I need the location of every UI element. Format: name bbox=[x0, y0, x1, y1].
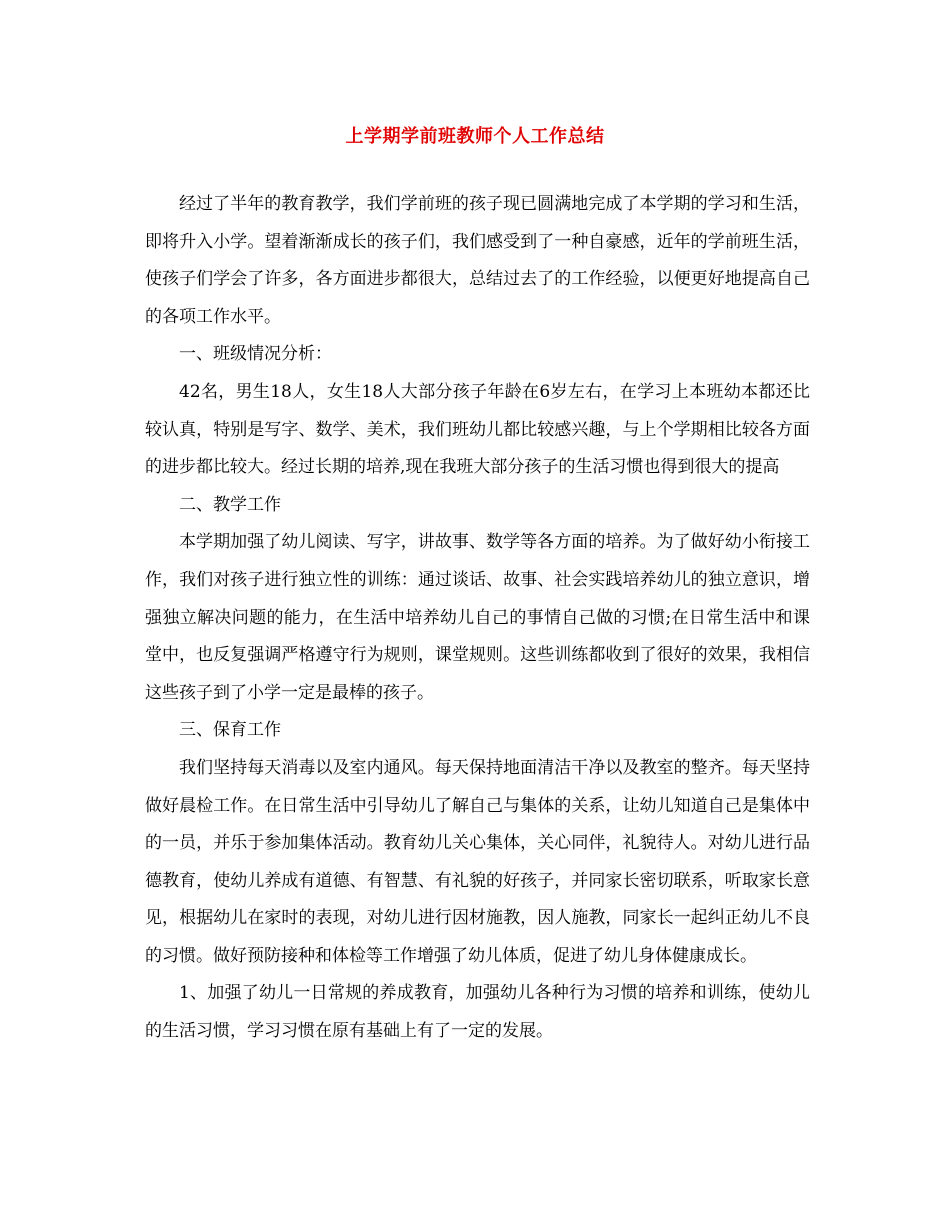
document-title: 上学期学前班教师个人工作总结 bbox=[345, 126, 605, 147]
paragraph-teaching-work: 本学期加强了幼儿阅读、写字，讲故事、数学等各方面的培养。为了做好幼小衔接工作，我们对孩子进行独立性的训练：通过谈话、故事、社会实践培养幼儿的独立意识，增强独立解决问题的能力，在生活中培养幼儿自己的事情自己做的习惯;在日常生活中和课堂中，也反复强调严格遵守行为规则，课堂规则。这些训练都收到了很好的效果，我相信这些孩子到了小学一定是最棒的孩子。 bbox=[145, 532, 810, 703]
paragraph-intro: 经过了半年的教育教学，我们学前班的孩子现已圆满地完成了本学期的学习和生活，即将升入小学。望着渐渐成长的孩子们，我们感受到了一种自豪感，近年的学前班生活，使孩子们学会了许多，各方面进步都很大，总结过去了的工作经验，以便更好地提高自己的各项工作水平。 bbox=[145, 194, 810, 327]
heading-care-work: 三、保育工作 bbox=[179, 720, 281, 741]
heading-class-analysis: 一、班级情况分析： bbox=[179, 344, 332, 365]
paragraph-item-1: 1、加强了幼儿一日常规的养成教育，加强幼儿各种行为习惯的培养和训练，使幼儿的生活习惯，学习习惯在原有基础上有了一定的发展。 bbox=[145, 983, 810, 1042]
document-body bbox=[145, 186, 810, 1051]
paragraph-class-analysis: 42名，男生18人，女生18人大部分孩子年龄在6岁左右，在学习上本班幼本都还比较认真，特别是写字、数学、美术，我们班幼儿都比较感兴趣，与上个学期相比较各方面的进步都比较大。经过长期的培养,现在我班大部分孩子的生活习惯也得到很大的提高 bbox=[145, 381, 810, 478]
paragraph-care-work: 我们坚持每天消毒以及室内通风。每天保持地面清洁干净以及教室的整齐。每天坚持做好晨检工作。在日常生活中引导幼儿了解自己与集体的关系，让幼儿知道自己是集体中的一员，并乐于参加集体活动。教育幼儿关心集体，关心同伴，礼貌待人。对幼儿进行品德教育，使幼儿养成有道德、有智慧、有礼貌的好孩子，并同家长密切联系，听取家长意见，根据幼儿在家时的表现，对幼儿进行因材施教，因人施教，同家长一起纠正幼儿不良的习惯。做好预防接种和体检等工作增强了幼儿体质，促进了幼儿身体健康成长。 bbox=[145, 757, 810, 966]
heading-teaching-work: 二、教学工作 bbox=[179, 494, 281, 515]
